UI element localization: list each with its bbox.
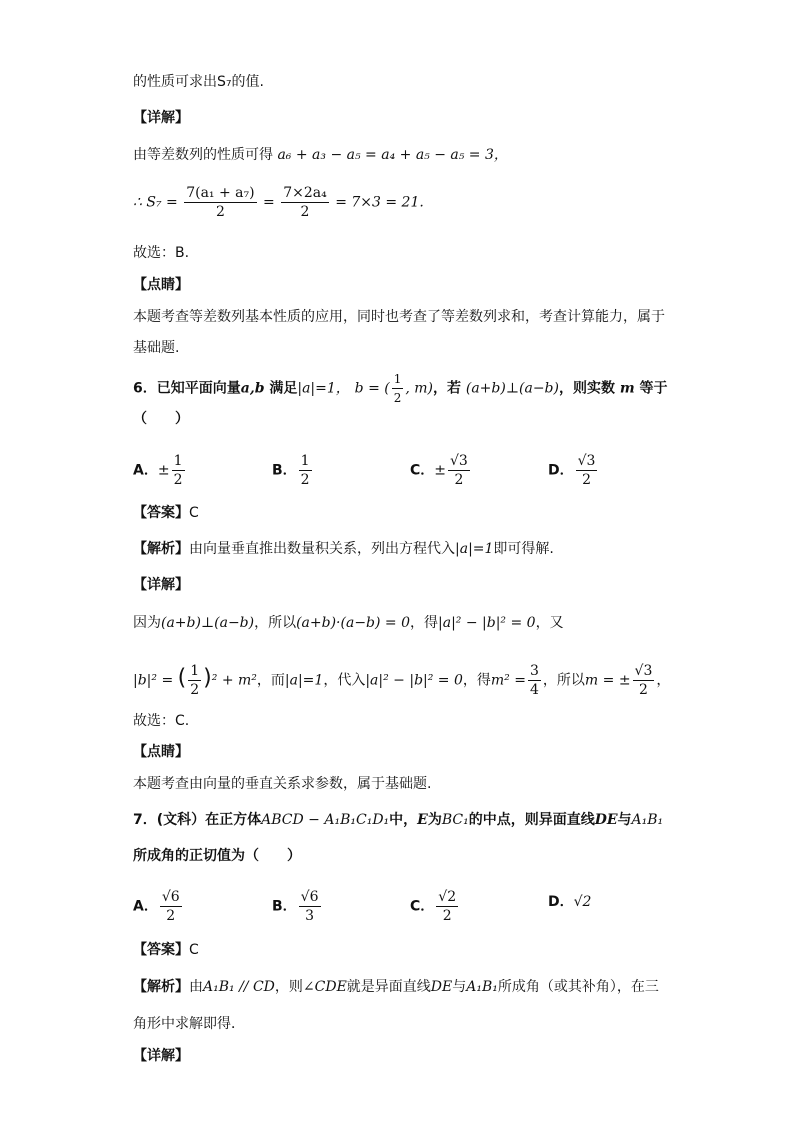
fraction-numerator: 1 bbox=[190, 663, 200, 679]
text-span: ，又 bbox=[535, 615, 564, 631]
fraction-numerator: 1 bbox=[392, 370, 404, 389]
text-span: 的中点，则异面直线 bbox=[468, 812, 595, 828]
math-expression: a₆ + a₃ − a₅ = a₄ + a₅ − a₅ = 3， bbox=[277, 147, 508, 163]
text-span: ± bbox=[157, 462, 170, 479]
text-span: 中， bbox=[389, 812, 418, 828]
text-span: ，而 bbox=[256, 672, 285, 689]
answer-tag: 【答案】 bbox=[133, 942, 189, 958]
fraction bbox=[448, 452, 470, 489]
text-span: 为 bbox=[427, 812, 442, 828]
option-label: C． bbox=[410, 462, 435, 479]
math-expression: m = ± bbox=[584, 672, 631, 689]
fraction bbox=[576, 452, 598, 489]
option-d bbox=[548, 452, 599, 489]
fraction bbox=[436, 888, 458, 925]
question-7-stem bbox=[133, 810, 663, 830]
analysis-tag: 【解析】 bbox=[133, 979, 189, 995]
analysis-line bbox=[133, 977, 659, 997]
option-b bbox=[272, 888, 323, 925]
option-label: B． bbox=[272, 462, 297, 479]
fraction-numerator: √3 bbox=[450, 453, 468, 469]
math-expression: A₁B₁ bbox=[466, 979, 498, 995]
math-expression: ∴ S₇ = bbox=[133, 194, 178, 211]
text-line: 本题考查等差数列基本性质的应用，同时也考查了等差数列求和，考查计算能力，属于 bbox=[133, 309, 665, 325]
text-span: ，若 bbox=[433, 380, 461, 397]
fraction bbox=[188, 662, 201, 699]
section-heading-note: 【点睛】 bbox=[133, 744, 189, 760]
math-expression: ² + m² bbox=[211, 672, 257, 689]
option-label: A． bbox=[133, 898, 158, 915]
detail-line bbox=[133, 613, 564, 633]
fraction-numerator: √3 bbox=[577, 453, 596, 469]
math-expression: |a|² − |b|² = 0 bbox=[438, 615, 536, 631]
math-expression: E bbox=[417, 812, 428, 828]
fraction-numerator: √2 bbox=[438, 889, 457, 905]
fraction-numerator: √6 bbox=[161, 889, 180, 905]
text-span: 与 bbox=[617, 812, 632, 828]
fraction bbox=[299, 888, 321, 925]
fraction-numerator: 7×2a₄ bbox=[283, 185, 327, 201]
math-expression: √2 bbox=[573, 894, 592, 910]
math-expression: m bbox=[619, 380, 635, 397]
text-span: 7．(文科）在正方体 bbox=[133, 812, 262, 828]
text-span: 由向量垂直推出数量积关系，列出方程代入 bbox=[189, 541, 455, 557]
option-d bbox=[548, 892, 591, 912]
section-heading-note: 【点睛】 bbox=[133, 277, 189, 293]
section-heading-detail: 【详解】 bbox=[133, 1048, 189, 1064]
option-c bbox=[410, 452, 472, 489]
section-heading-detail: 【详解】 bbox=[133, 577, 189, 593]
text-span: ，代入 bbox=[323, 672, 366, 689]
text-span: 由等差数列的性质可得 bbox=[133, 147, 273, 163]
fraction-denominator: 2 bbox=[639, 682, 648, 698]
section-heading-detail: 【详解】 bbox=[133, 110, 189, 126]
fraction-numerator: 1 bbox=[300, 453, 310, 469]
analysis-line bbox=[133, 539, 554, 559]
math-expression: |a|² − |b|² = 0 bbox=[365, 672, 463, 689]
fraction-numerator: √6 bbox=[300, 889, 319, 905]
option-label: D． bbox=[548, 894, 574, 910]
detail-line bbox=[133, 662, 670, 699]
question-7-stem-line2: 所成角的正切值为（ ） bbox=[133, 848, 301, 864]
math-expression: |b|² = bbox=[133, 672, 174, 689]
text-span: ，则实数 bbox=[558, 380, 615, 397]
fraction-denominator: 2 bbox=[442, 908, 452, 924]
option-label: A． bbox=[133, 462, 158, 479]
text-span: 所成角（或其补角），在三 bbox=[497, 979, 659, 995]
math-expression: (a+b)⊥(a−b) bbox=[161, 615, 255, 631]
option-label: C． bbox=[410, 898, 435, 915]
text-line: 故选：C. bbox=[133, 713, 190, 729]
fraction-denominator: 2 bbox=[454, 472, 464, 488]
math-expression: |a|=1， bbox=[297, 380, 350, 397]
fraction-numerator: 1 bbox=[173, 453, 183, 469]
math-expression: (a+b)⊥(a−b) bbox=[465, 380, 559, 397]
math-expression: A₁B₁ // CD bbox=[203, 979, 275, 995]
fraction-denominator: 2 bbox=[173, 472, 183, 488]
formula-line bbox=[133, 184, 424, 221]
fraction-denominator: 2 bbox=[582, 472, 591, 488]
answer-line bbox=[133, 503, 199, 523]
text-span: ，得 bbox=[410, 615, 439, 631]
text-span: 满足 bbox=[269, 380, 298, 397]
fraction bbox=[160, 888, 182, 925]
math-expression: b = ( bbox=[354, 380, 390, 397]
text-span: 由 bbox=[189, 979, 203, 995]
fraction-denominator: 2 bbox=[300, 204, 310, 220]
math-expression: ABCD − A₁B₁C₁D₁ bbox=[261, 812, 390, 828]
option-b bbox=[272, 452, 314, 489]
fraction bbox=[633, 662, 655, 699]
text-line bbox=[133, 145, 508, 165]
math-expression: (a+b)·(a−b) = 0 bbox=[296, 615, 411, 631]
math-expression: a,b bbox=[240, 380, 265, 397]
text-line: 的性质可求出S₇的值. bbox=[133, 74, 264, 90]
text-span: ，所以 bbox=[542, 672, 585, 689]
question-6-stem bbox=[133, 370, 668, 407]
fraction-numerator: √3 bbox=[634, 663, 653, 679]
answer-line bbox=[133, 940, 199, 960]
option-a bbox=[133, 452, 187, 489]
fraction-denominator: 2 bbox=[166, 908, 176, 924]
fraction-denominator: 2 bbox=[393, 391, 402, 405]
text-span: 6．已知平面向量 bbox=[133, 380, 241, 397]
text-span: ，得 bbox=[462, 672, 491, 689]
fraction-denominator: 2 bbox=[215, 204, 225, 220]
math-expression: A₁B₁ bbox=[631, 812, 664, 828]
math-expression: |a|=1 bbox=[455, 541, 494, 557]
text-line: 基础题. bbox=[133, 340, 180, 356]
question-6-paren: （ ） bbox=[133, 411, 189, 427]
text-span: ，所以 bbox=[254, 615, 297, 631]
answer-value: C bbox=[189, 505, 199, 521]
math-expression: DE bbox=[594, 812, 618, 828]
analysis-tag: 【解析】 bbox=[133, 541, 189, 557]
math-expression: BC₁ bbox=[441, 812, 469, 828]
text-line: 角形中求解即得． bbox=[133, 1016, 245, 1032]
fraction-numerator: 3 bbox=[529, 663, 539, 679]
fraction bbox=[392, 370, 404, 407]
math-expression: DE bbox=[430, 979, 453, 995]
math-expression: = 7×3 = 21. bbox=[335, 194, 424, 211]
text-span: 与 bbox=[452, 979, 467, 995]
paren-open: ( bbox=[177, 665, 187, 691]
fraction bbox=[299, 452, 312, 489]
text-span: 即可得解. bbox=[493, 541, 554, 557]
text-span: 就是异面直线 bbox=[346, 979, 431, 995]
text-line: 本题考查由向量的垂直关系求参数，属于基础题. bbox=[133, 776, 432, 792]
text-span: ， bbox=[656, 672, 671, 689]
fraction bbox=[172, 452, 185, 489]
math-expression: |a|=1 bbox=[284, 672, 324, 689]
option-label: B． bbox=[272, 898, 297, 915]
text-span: 因为 bbox=[133, 615, 161, 631]
fraction-denominator: 2 bbox=[190, 682, 200, 698]
option-a bbox=[133, 888, 184, 925]
fraction-denominator: 4 bbox=[529, 682, 539, 698]
text-span: ± bbox=[434, 462, 447, 479]
answer-tag: 【答案】 bbox=[133, 505, 189, 521]
text-line: 故选：B. bbox=[133, 245, 190, 261]
paren-close: ) bbox=[203, 665, 212, 691]
fraction bbox=[528, 662, 541, 699]
math-expression: , m) bbox=[405, 380, 433, 397]
fraction-numerator: 7(a₁ + a₇) bbox=[186, 185, 255, 201]
text-span: ，则 bbox=[274, 979, 303, 995]
answer-value: C bbox=[189, 942, 199, 958]
fraction-denominator: 2 bbox=[300, 472, 310, 488]
math-expression: ∠CDE bbox=[302, 979, 347, 995]
fraction bbox=[184, 184, 256, 221]
math-expression: = bbox=[263, 194, 275, 211]
fraction-denominator: 3 bbox=[305, 908, 315, 924]
option-label: D． bbox=[548, 462, 574, 479]
text-span: 等于 bbox=[639, 380, 668, 397]
math-expression: m² = bbox=[490, 672, 526, 689]
fraction bbox=[281, 184, 329, 221]
option-c bbox=[410, 888, 460, 925]
